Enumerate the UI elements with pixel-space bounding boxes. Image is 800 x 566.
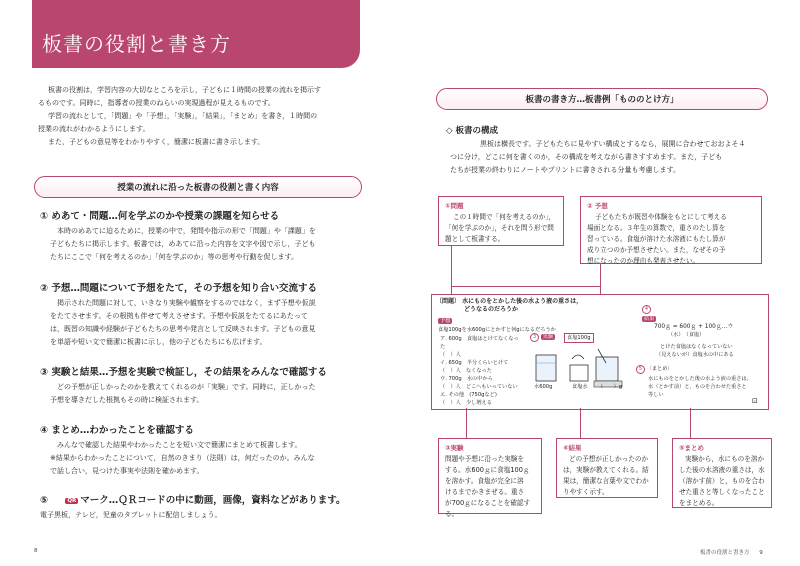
item-number: ⑤: [40, 495, 49, 506]
item-line: で話し合い，見つけた事実や法則を確かめます。: [50, 467, 204, 475]
note-line: 題として板書する。: [445, 235, 505, 243]
board-summary-line: 等しい: [648, 392, 664, 398]
item-line: 本時のめあてに迫るために，授業の中で，発問や指示の形で「問題」や「課題」を: [57, 227, 316, 235]
item-heading: ② 予想…問題について予想をたて，その予想を知り合い交流する: [40, 283, 317, 294]
qr-icon: QR: [67, 497, 77, 504]
item-line: ※結果からわかったことについて，自然のきまり（法則）は，何だったのか。みんな: [50, 454, 315, 462]
board-experiment-tag: 実験: [542, 334, 554, 340]
board-result-note: とけた食塩はなくなっていない: [660, 344, 733, 350]
board-option: イ. 650g 半分くらいとけて: [440, 360, 509, 366]
note-line: する。水600ｇに食塩100ｇ: [445, 466, 530, 474]
note-summary: [672, 438, 772, 508]
note-line: をまとめる。: [679, 499, 719, 507]
note-line: この１時間で「何を考えるのか」，: [453, 213, 556, 221]
page-number-right: 9: [759, 550, 763, 556]
note-label: ② 予想: [587, 202, 608, 210]
note-line: 子どもたちが既習や体験をもとにして考える: [595, 213, 727, 221]
note-experiment: [438, 438, 542, 518]
marker-4-icon: 4: [642, 305, 651, 314]
note-label: ①問題: [445, 202, 464, 210]
section-heading-text: 授業の流れに沿った板書の役割と書く内容: [117, 183, 279, 193]
board-option: エ. その他 (750gなど): [440, 392, 497, 398]
intro-line: 板書の役割は，学習内容の大切なところを示し，子どもに１時間の授業の流れを掲示す: [48, 86, 321, 94]
note-line: りやすく示す。: [563, 488, 609, 496]
intro-line: 授業の流れがわかるようにします。: [38, 125, 150, 133]
board-option: ウ. 700g 水の中から: [440, 376, 493, 382]
board-option: （ ）人 なくなった: [440, 368, 492, 374]
note-label: ④結果: [563, 444, 582, 452]
board-problem-line: 水にものをとかした後の水よう液の重さは，: [462, 298, 583, 305]
board-option: （ ）人 どこへもいっていない: [440, 384, 518, 390]
section-heading-text: 板書の書き方…板書例「もののとけ方」: [525, 95, 679, 105]
note-line: した後の水溶液の重さは，水: [679, 466, 765, 474]
item-heading: マーク…ＱＲコードの中に動画，画像，資料などがあります。: [80, 495, 346, 506]
note-line: けるまでかきまぜる。重さ: [445, 488, 525, 496]
item-line: をたてさせます。その根拠も伴せて考えさせます。予想や仮説をたてるにあたって: [50, 312, 308, 320]
intro-paragraph: [38, 84, 368, 149]
composition-heading: ◇ 板書の構成: [446, 126, 498, 136]
connector-line: [580, 408, 581, 438]
blackboard-example: [431, 294, 769, 410]
board-option: （ ）人 少し増える: [440, 400, 492, 406]
note-line: 習っている。食塩が溶けた水溶液にもたし算が: [587, 235, 726, 243]
item-line: みんなで確認した結果やわかったことを短い文で簡潔にまとめて板書します。: [57, 441, 302, 449]
item-5: [40, 492, 370, 522]
note-line: を溶かす。食塩が完全に溶: [445, 477, 524, 485]
connector-line: [466, 408, 467, 438]
intro-line: 学習の流れとして，「問題」や「予想」，「実験」，「結果」，「まとめ」を書き，１時間の: [48, 112, 318, 120]
item-line: 電子黒板，テレビ，児童のタブレットに配信しましょう。: [40, 511, 222, 519]
board-prediction-options: [440, 335, 522, 407]
title-banner: [32, 0, 360, 68]
board-result-line: 700ｇ = 600ｇ + 100ｇ…ウ: [654, 324, 734, 330]
footer-right: [700, 548, 763, 556]
board-result-note: （見えないが）食塩水の中にある: [656, 352, 734, 358]
section-heading-right: [436, 88, 768, 110]
note-line: 想になったのか理由も発表させたい。: [587, 257, 700, 265]
note-line: 問題や予想に沿った実験を: [445, 455, 525, 463]
item-1: [40, 208, 370, 264]
board-solution-label: 食塩水: [572, 384, 588, 390]
board-option: （ ）人: [440, 352, 461, 358]
board-scale-result: （ ）g: [598, 384, 623, 390]
board-result-tag: 結果: [644, 316, 655, 322]
item-line: たちにここで「何を考えるのか」「何を学ぶのか」等の思考や行動を促します。: [50, 253, 298, 261]
note-result: [556, 438, 658, 498]
item-line: を単語や短い文で簡潔に板書に示し，他の子どもたちにも広げます。: [50, 338, 267, 346]
intro-line: また，子どもの意見等をわかりやすく，簡潔に板書に書き示します。: [48, 138, 265, 146]
board-result-line: （水） （食塩）: [668, 332, 705, 338]
note-line: 実験から，水にものを溶か: [685, 455, 765, 463]
board-problem-label: 〔問題〕: [436, 298, 461, 305]
note-label: ⑤まとめ: [679, 444, 705, 452]
note-line: せた重さと等しくなったこと: [679, 488, 765, 496]
section-heading-left: [34, 176, 362, 198]
note-line: 「何を学ぶのか」，それを問う形で問: [445, 224, 554, 232]
item-heading: ④ まとめ…わかったことを確認する: [40, 425, 194, 436]
item-line: は，既習の知識や経験が子どもたちの思考や発言として反映されます。子どもの意見: [50, 325, 316, 333]
board-option: ア. 600g 食塩はとけてなくなった: [440, 336, 519, 350]
connector-line: [600, 264, 601, 294]
marker-5-icon: 5: [636, 365, 645, 374]
note-line: が700ｇになることを確認す: [445, 499, 531, 507]
note-line: （溶かす前）と，ものを合わ: [679, 477, 765, 485]
note-problem: [438, 196, 564, 246]
page-title: 板書の役割と書き方: [42, 32, 231, 56]
note-line: 果は，簡潔な言葉や文でわか: [563, 477, 649, 485]
item-4: [40, 422, 370, 478]
intro-line: るものです。同時に，指導者の授業のねらいの実現過程が見えるものです。: [38, 99, 275, 107]
item-line: 予想を導きだした根拠もその時に検証されます。: [50, 396, 204, 404]
connector-line: [690, 408, 691, 438]
board-summary-line: 水（とかす前）と，ものを合わせた重さと: [648, 384, 747, 390]
item-line: 子どもたちに掲示します。板書では，めあてに沿った内容を文字や図で示し，子ども: [50, 240, 316, 248]
marker-3-icon: 3: [530, 333, 539, 342]
board-prediction-tag: 予想: [440, 318, 451, 324]
board-summary-line: 水にものをとかした後の水よう液の重さは，: [648, 376, 752, 382]
note-line: 成り立つのか予想させたい。また，なぜその予: [587, 246, 726, 254]
note-line: は，実験が教えてくれる。結: [563, 466, 649, 474]
board-prediction-question: 食塩100gを水600gにとかすと何gになるだろうか: [438, 327, 556, 333]
item-3: [40, 364, 370, 407]
note-line: どの予想が正しかったのか: [569, 455, 649, 463]
board-problem-line: どうなるのだろうか: [464, 306, 519, 313]
composition-line: たちが授業の終わりにノートやプリントに書きされる分量も考慮します。: [450, 166, 680, 174]
note-prediction: [580, 196, 762, 264]
note-line: 場面となる。３年生の算数で，重さのたし算を: [587, 224, 726, 232]
page-number-left: 8: [34, 548, 38, 554]
board-water-label: 水600g: [534, 384, 553, 390]
item-heading: ① めあて・問題…何を学ぶのかや授業の課題を知らせる: [40, 211, 280, 222]
footer-title: 板書の役割と書き方: [700, 550, 750, 556]
composition-line: つに分け，どこに何を書くのか，その構成を考えながら書きすすめます。また，子ども: [450, 153, 723, 161]
item-2: [40, 280, 370, 349]
chalk-icon: ⊡: [752, 397, 758, 405]
note-line: る。: [445, 510, 459, 518]
board-summary-label: 〔まとめ〕: [646, 366, 673, 372]
connector-line: [451, 286, 600, 287]
composition-line: 黒板は横長です。子どもたちに見やすい構成とするなら，展開に合わせておおよそ４: [480, 140, 746, 148]
note-label: ③実験: [445, 444, 464, 452]
item-heading: ③ 実験と結果…予想を実験で検証し，その結果をみんなで確認する: [40, 367, 327, 378]
item-line: 掲示された問題に対して，いきなり実験や観察をするのではなく，まず予想や仮説: [57, 299, 316, 307]
board-salt-label: 食塩100g: [564, 333, 594, 343]
item-line: どの予想が正しかったのかを教えてくれるのが「実験」です。同時に，正しかった: [57, 383, 316, 391]
